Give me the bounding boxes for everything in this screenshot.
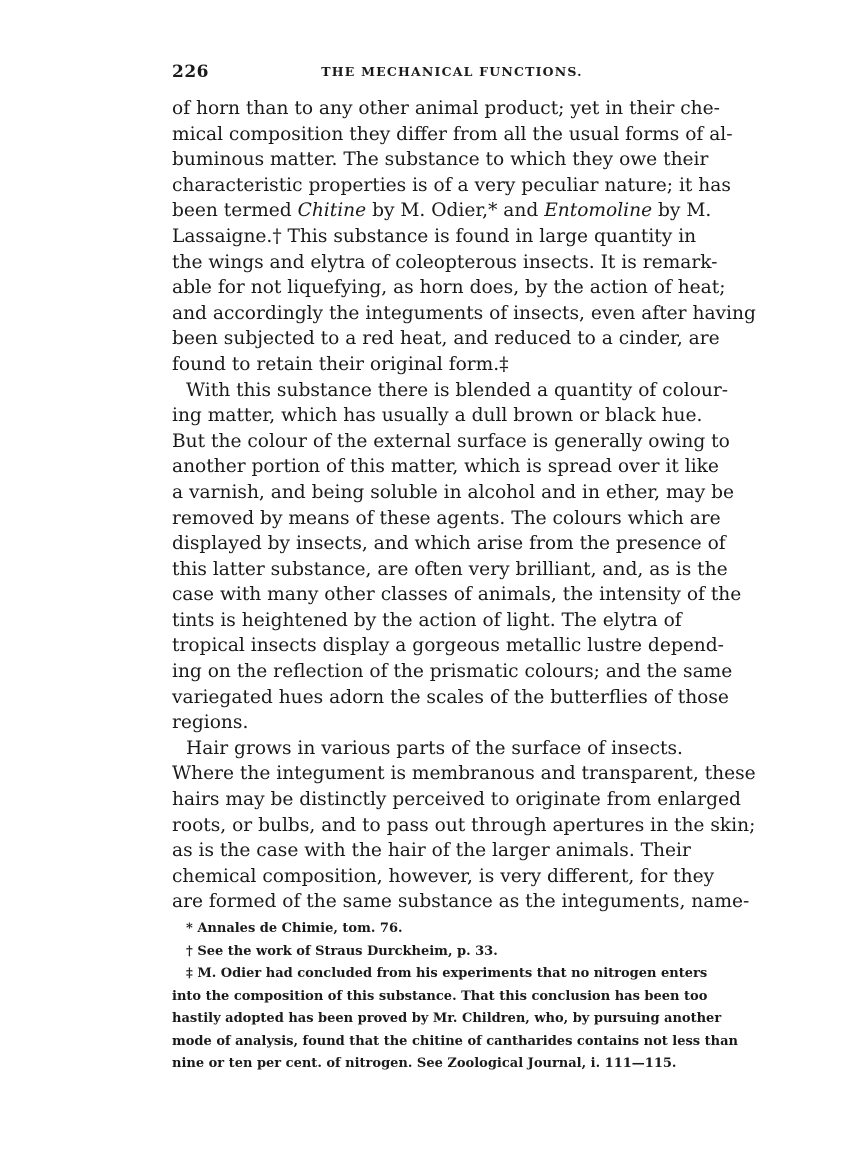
text-line: tints is heightened by the action of light. The elytra of	[172, 609, 682, 631]
footnote-line: * Annales de Chimie, tom. 76.	[186, 921, 403, 936]
footnote-line: into the composition of this substance. That this conclusion has been too	[172, 988, 708, 1004]
text-line: tropical insects display a gorgeous metallic lustre depend-	[172, 635, 724, 657]
text-line: and accordingly the integuments of insects, even after having	[172, 302, 756, 324]
page-header	[172, 62, 680, 86]
text-run: by M.	[652, 200, 712, 222]
text-line: roots, or bulbs, and to pass out through apertures in the skin;	[172, 814, 756, 836]
text-line: as is the case with the hair of the larger animals. Their	[172, 840, 691, 862]
text-line: Lassaigne.† This substance is found in large quantity in	[172, 225, 697, 247]
text-line: regions.	[172, 712, 249, 734]
footnote-line: mode of analysis, found that the chitine of cantharides contains not less than	[172, 1033, 738, 1049]
footnote-line: † See the work of Straus Durckheim, p. 33.	[186, 943, 498, 959]
text-line: a varnish, and being soluble in alcohol and in ether, may be	[172, 481, 735, 503]
text-line: hairs may be distinctly perceived to originate from enlarged	[172, 789, 741, 811]
body-text	[172, 96, 756, 915]
text-line: another portion of this matter, which is spread over it like	[172, 456, 719, 478]
text-line: ing matter, which has usually a dull brown or black hue.	[172, 405, 703, 427]
footnotes	[172, 918, 738, 1076]
text-line: buminous matter. The substance to which they owe their	[172, 149, 709, 171]
text-run: by M. Odier,* and	[366, 200, 545, 222]
term-chitine: Chitine	[297, 200, 367, 222]
text-line: been subjected to a red heat, and reduced to a cinder, are	[172, 328, 720, 350]
footnote-line: nine or ten per cent. of nitrogen. See Zoological Journal, i. 111—115.	[172, 1056, 677, 1071]
text-line: found to retain their original form.‡	[172, 353, 509, 375]
text-line: removed by means of these agents. The colours which are	[172, 507, 721, 529]
text-line: chemical composition, however, is very different, for they	[172, 865, 715, 887]
text-line: variegated hues adorn the scales of the butterflies of those	[172, 686, 729, 708]
text-line: Where the integument is membranous and transparent, these	[172, 763, 756, 785]
text-line: With this substance there is blended a quantity of colour-	[186, 379, 729, 401]
text-line: mical composition they differ from all the usual forms of al-	[172, 123, 733, 145]
text-line: this latter substance, are often very brilliant, and, as is the	[172, 558, 728, 580]
footnote-line: hastily adopted has been proved by Mr. Children, who, by pursuing another	[172, 1011, 722, 1026]
text-line: are formed of the same substance as the integuments, name-	[172, 891, 750, 913]
text-line: But the colour of the external surface is generally owing to	[172, 430, 730, 452]
text-line: ing on the reflection of the prismatic colours; and the same	[172, 661, 733, 683]
footnote-line: ‡ M. Odier had concluded from his experiments that no nitrogen enters	[186, 966, 708, 981]
term-entomoline: Entomoline	[544, 200, 653, 222]
text-line: of horn than to any other animal product; yet in their che-	[172, 98, 720, 119]
page-number: 226	[172, 62, 209, 82]
text-line: case with many other classes of animals, the intensity of the	[172, 584, 742, 606]
text-line: the wings and elytra of coleopterous insects. It is remark-	[172, 251, 718, 273]
running-head: THE MECHANICAL FUNCTIONS.	[321, 64, 583, 79]
text-line: able for not liquefying, as horn does, by the action of heat;	[172, 277, 726, 299]
text-line: characteristic properties is of a very peculiar nature; it has	[172, 174, 731, 196]
text-line	[172, 198, 712, 224]
text-run: been termed	[172, 200, 298, 222]
text-line: Hair grows in various parts of the surface of insects.	[186, 737, 683, 759]
text-line: displayed by insects, and which arise from the presence of	[172, 533, 726, 555]
